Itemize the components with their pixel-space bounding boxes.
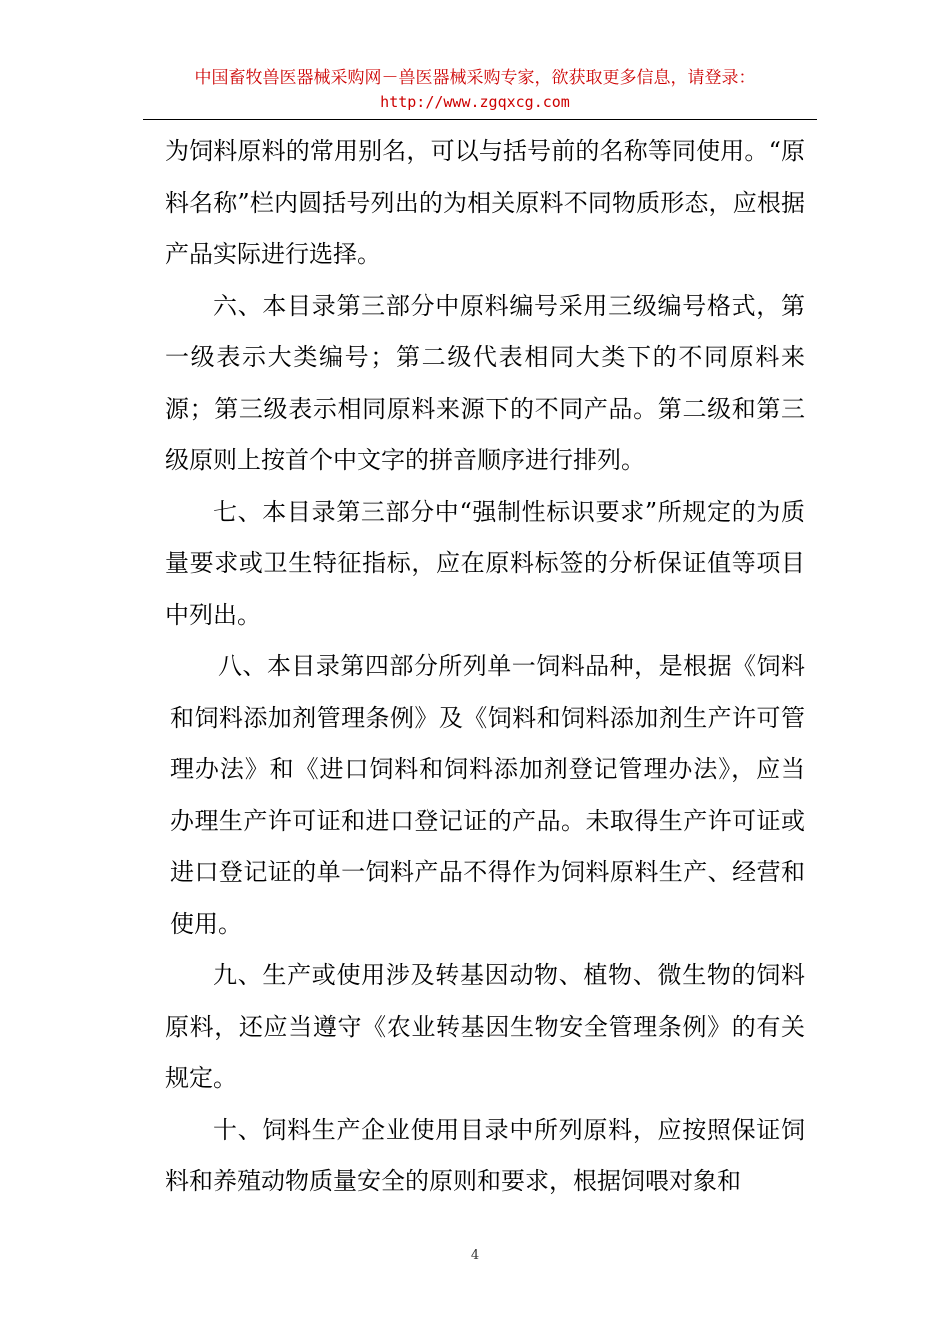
paragraph-continuation: 为饲料原料的常用别名，可以与括号前的名称等同使用。“原料名称”栏内圆括号列出的为相关原料不同物质形态，应根据产品实际进行选择。	[165, 137, 805, 268]
header-divider	[143, 119, 817, 120]
paragraph-item-7: 七、本目录第三部分中“强制性标识要求”所规定的为质量要求或卫生特征指标，应在原料标签的分析保证值等项目中列出。	[165, 497, 805, 629]
header-site-notice: 中国畜牧兽医器械采购网－兽医器械采购专家，欲获取更多信息，请登录：	[194, 68, 756, 88]
paragraph-item-8: 八、本目录第四部分所列单一饲料品种，是根据《饲料和饲料添加剂管理条例》及《饲料和饲料添加剂生产许可管理办法》和《进口饲料和饲料添加剂登记管理办法》，应当办理生产许可证和进口登记证的产品。未取得生产许可证或进口登记证的单一饲料产品不得作为饲料原料生产、经营和使用。	[170, 652, 805, 938]
page-header	[0, 66, 950, 112]
paragraph-item-10: 十、饲料生产企业使用目录中所列原料，应按照保证饲料和养殖动物质量安全的原则和要求，根据饲喂对象和	[165, 1115, 805, 1195]
paragraph-item-6: 六、本目录第三部分中原料编号采用三级编号格式，第一级表示大类编号；第二级代表相同大类下的不同原料来源；第三级表示相同原料来源下的不同产品。第二级和第三级原则上按首个中文字的拼音顺序进行排列。	[165, 291, 805, 474]
header-url[interactable]: http://www.zgqxcg.com	[380, 93, 570, 111]
document-body	[165, 126, 805, 1208]
paragraph-item-9: 九、生产或使用涉及转基因动物、植物、微生物的饲料原料，还应当遵守《农业转基因生物安全管理条例》的有关规定。	[165, 961, 805, 1092]
page-number: 4	[470, 1248, 480, 1263]
